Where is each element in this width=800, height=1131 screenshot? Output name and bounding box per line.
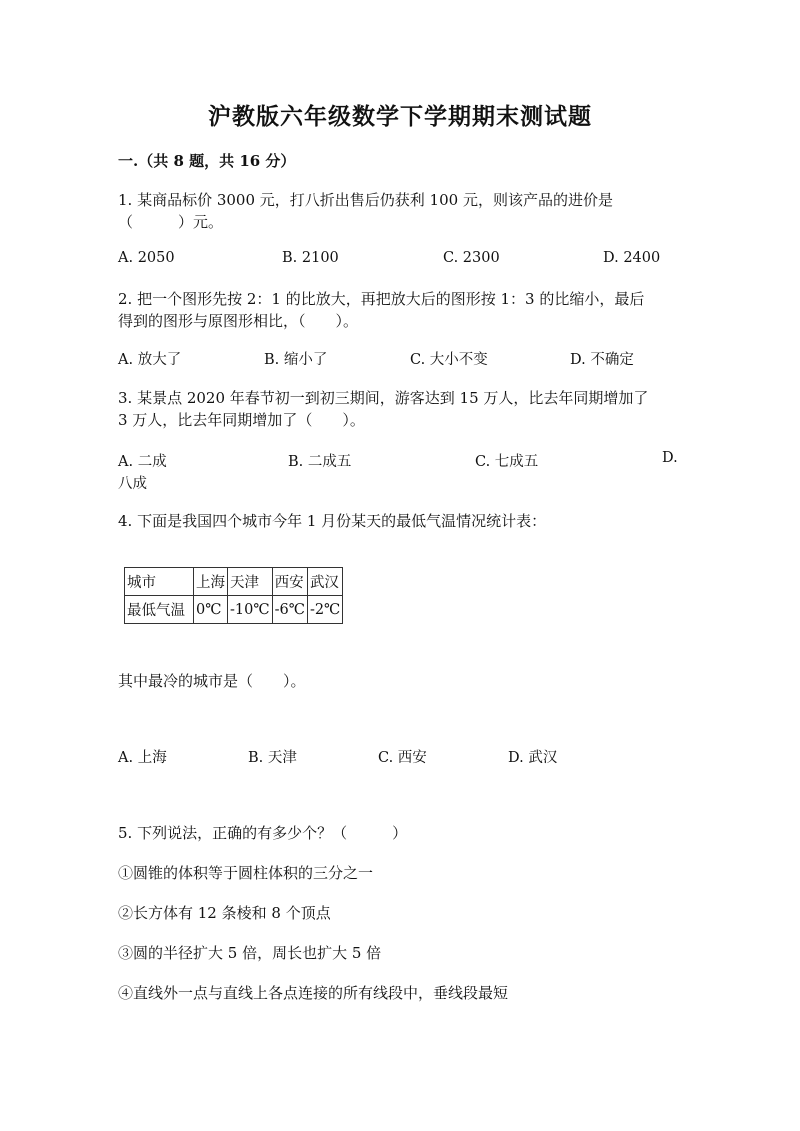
question-text: 3. 某景点 2020 年春节初一到初三期间，游客达到 15 万人，比去年同期增加了: [118, 389, 649, 407]
question-text: 4. 下面是我国四个城市今年 1 月份某天的最低气温情况统计表：: [118, 512, 547, 530]
option-d: D. 2400: [603, 250, 661, 266]
table-header-cell: 武汉: [307, 568, 342, 596]
option-a: A. 上海: [118, 750, 167, 766]
option-a: A. 放大了: [118, 352, 182, 368]
statement-1: ①圆锥的体积等于圆柱体积的三分之一: [118, 864, 374, 882]
option-b: B. 天津: [248, 750, 297, 766]
statement-3: ③圆的半径扩大 5 倍，周长也扩大 5 倍: [118, 944, 382, 962]
table-cell: -6℃: [272, 596, 307, 624]
table-cell: 最低气温: [125, 596, 194, 624]
page-title: 沪教版六年级数学下学期期末测试题: [208, 103, 592, 130]
table-cell: 0℃: [194, 596, 228, 624]
statement-2: ②长方体有 12 条棱和 8 个顶点: [118, 904, 331, 922]
question-text: 得到的图形与原图形相比，（ ）。: [118, 312, 359, 330]
temperature-table: [124, 567, 343, 624]
question-text: 1. 某商品标价 3000 元，打八折出售后仍获利 100 元，则该产品的进价是: [118, 191, 613, 209]
table-header-cell: 天津: [228, 568, 273, 596]
option-c: C. 七成五: [475, 454, 539, 470]
section-heading: 一.（共 8 题，共 16 分）: [118, 152, 296, 170]
statement-4: ④直线外一点与直线上各点连接的所有线段中，垂线段最短: [118, 984, 509, 1002]
option-b: B. 2100: [282, 250, 339, 266]
table-cell: -2℃: [307, 596, 342, 624]
option-d: D. 武汉: [508, 750, 558, 766]
question-text: 3 万人，比去年同期增加了（ ）。: [118, 411, 365, 429]
option-a: A. 2050: [118, 250, 175, 266]
table-row: [125, 596, 343, 624]
question-text: （ ）元。: [118, 213, 224, 231]
question-text: 5. 下列说法，正确的有多少个？（ ）: [118, 824, 408, 842]
option-c: C. 2300: [443, 250, 500, 266]
table-cell: -10℃: [228, 596, 273, 624]
option-d: D. 不确定: [570, 352, 634, 368]
table-header-cell: 城市: [125, 568, 194, 596]
option-c: C. 大小不变: [410, 352, 488, 368]
table-header-cell: 上海: [194, 568, 228, 596]
question-prompt: 其中最冷的城市是（ ）。: [118, 672, 306, 690]
question-text: 2. 把一个图形先按 2：1 的比放大，再把放大后的图形按 1：3 的比缩小，最后: [118, 290, 645, 308]
option-a: A. 二成: [118, 454, 167, 470]
option-b: B. 缩小了: [264, 352, 328, 368]
option-c: C. 西安: [378, 750, 427, 766]
option-d-text: 八成: [118, 476, 147, 492]
table-row: [125, 568, 343, 596]
option-d: D.: [662, 450, 678, 466]
table-header-cell: 西安: [272, 568, 307, 596]
option-b: B. 二成五: [288, 454, 352, 470]
